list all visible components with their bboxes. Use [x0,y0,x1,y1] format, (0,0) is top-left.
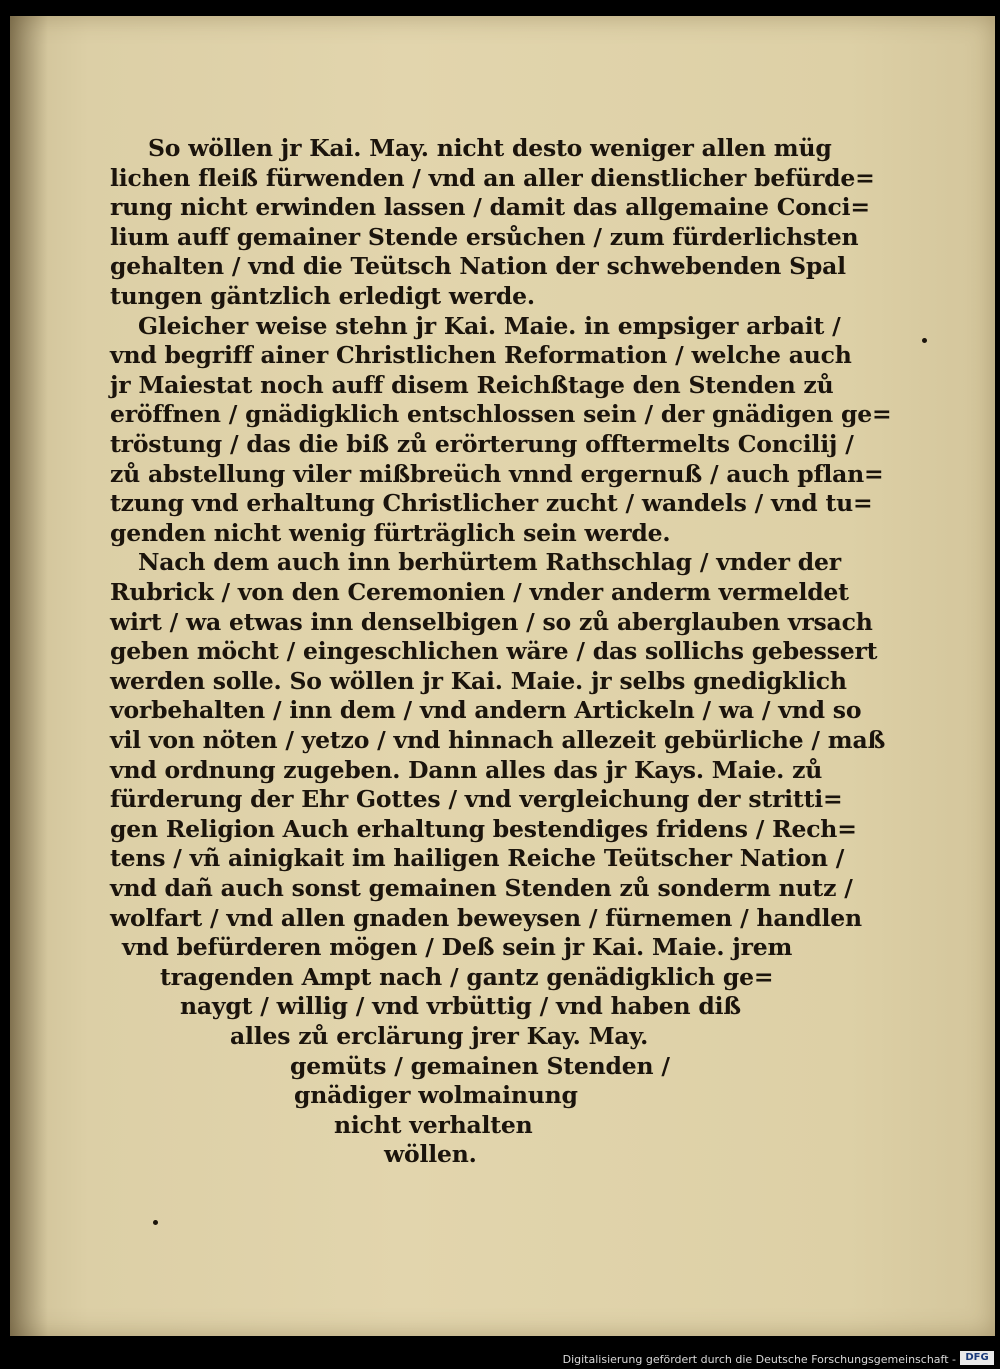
funding-credit: Digitalisierung gefördert durch die Deutsche Forschungsgemeinschaft - [562,1353,956,1366]
text-line: eröffnen / gnädigklich entschlossen sein / der gnädigen ge= [110,400,892,429]
text-line: lichen fleiß fürwenden / vnd an aller dienstlicher befürde= [110,163,875,192]
binding-shadow [10,16,48,1336]
text-line: wirt / wa etwas inn denselbigen / so zů aberglauben vrsach [110,607,873,636]
text-line: alles zů erclärung jrer Kay. May. [230,1022,649,1050]
text-line: wolfart / vnd allen gnaden beweysen / fürnemen / handlen [110,903,862,932]
text-line: vnd begriff ainer Christlichen Reformation / welche auch [110,341,852,370]
text-line: So wöllen jr Kai. May. nicht desto weniger allen müg [148,134,832,162]
text-line: Gleicher weise stehn jr Kai. Maie. in empsiger arbait / [138,311,841,340]
text-line: vorbehalten / inn dem / vnd andern Artickeln / wa / vnd so [110,696,862,725]
text-line: gen Religion Auch erhaltung bestendiges fridens / Rech= [110,814,857,843]
text-line: gnädiger wolmainung [294,1081,578,1110]
text-line: tröstung / das die biß zů erörterung offtermelts Concilij / [110,430,854,458]
text-line: tzung vnd erhaltung Christlicher zucht / wandels / vnd tu= [110,489,873,518]
text-line: rung nicht erwinden lassen / damit das allgemaine Conci= [110,193,870,222]
text-line: Nach dem auch inn berhürtem Rathschlag / vnder der [138,548,841,577]
ink-dot [153,1220,158,1225]
text-line: gehalten / vnd die Teütsch Nation der schwebenden Spal [110,252,846,281]
text-line: vil von nöten / yetzo / vnd hinnach allezeit gebürliche / maß [110,726,886,754]
text-line: naygt / willig / vnd vrbüttig / vnd haben diß [180,992,741,1021]
text-line: vnd ordnung zugeben. Dann alles das jr Kays. Maie. zů [110,755,823,784]
ink-dot [922,338,927,343]
text-line: tragenden Ampt nach / gantz genädigklich ge= [160,962,774,991]
text-line: vnd befürderen mögen / Deß sein jr Kai. Maie. jrem [122,933,793,962]
text-line: zů abstellung viler mißbreüch vnnd ergernuß / auch pflan= [110,459,884,488]
text-line: Rubrick / von den Ceremonien / vnder anderm vermeldet [110,578,849,606]
text-line: fürderung der Ehr Gottes / vnd vergleichung der stritti= [110,785,843,814]
text-line: tens / vñ ainigkait im hailigen Reiche Teütscher Nation / [110,844,845,873]
text-line: genden nicht wenig fürträglich sein werde. [110,518,671,547]
text-line: wöllen. [384,1140,477,1169]
text-line: gemüts / gemainen Stenden / [290,1051,670,1080]
text-line: jr Maiestat noch auff disem Reichßtage den Stenden zů [110,370,834,399]
text-line: nicht verhalten [334,1110,533,1139]
footer-bar [0,1336,1000,1369]
text-line: tungen gäntzlich erledigt werde. [110,282,535,310]
text-line: geben möcht / eingeschlichen wäre / das sollichs gebessert [110,637,878,666]
text-line: lium auff gemainer Stende ersůchen / zum fürderlichsten [110,222,859,251]
text-line: werden solle. So wöllen jr Kai. Maie. jr selbs gnedigklich [110,666,847,695]
text-line: vnd dañ auch sonst gemainen Stenden zů sonderm nutz / [110,874,853,902]
dfg-logo-icon: DFG [960,1351,994,1365]
